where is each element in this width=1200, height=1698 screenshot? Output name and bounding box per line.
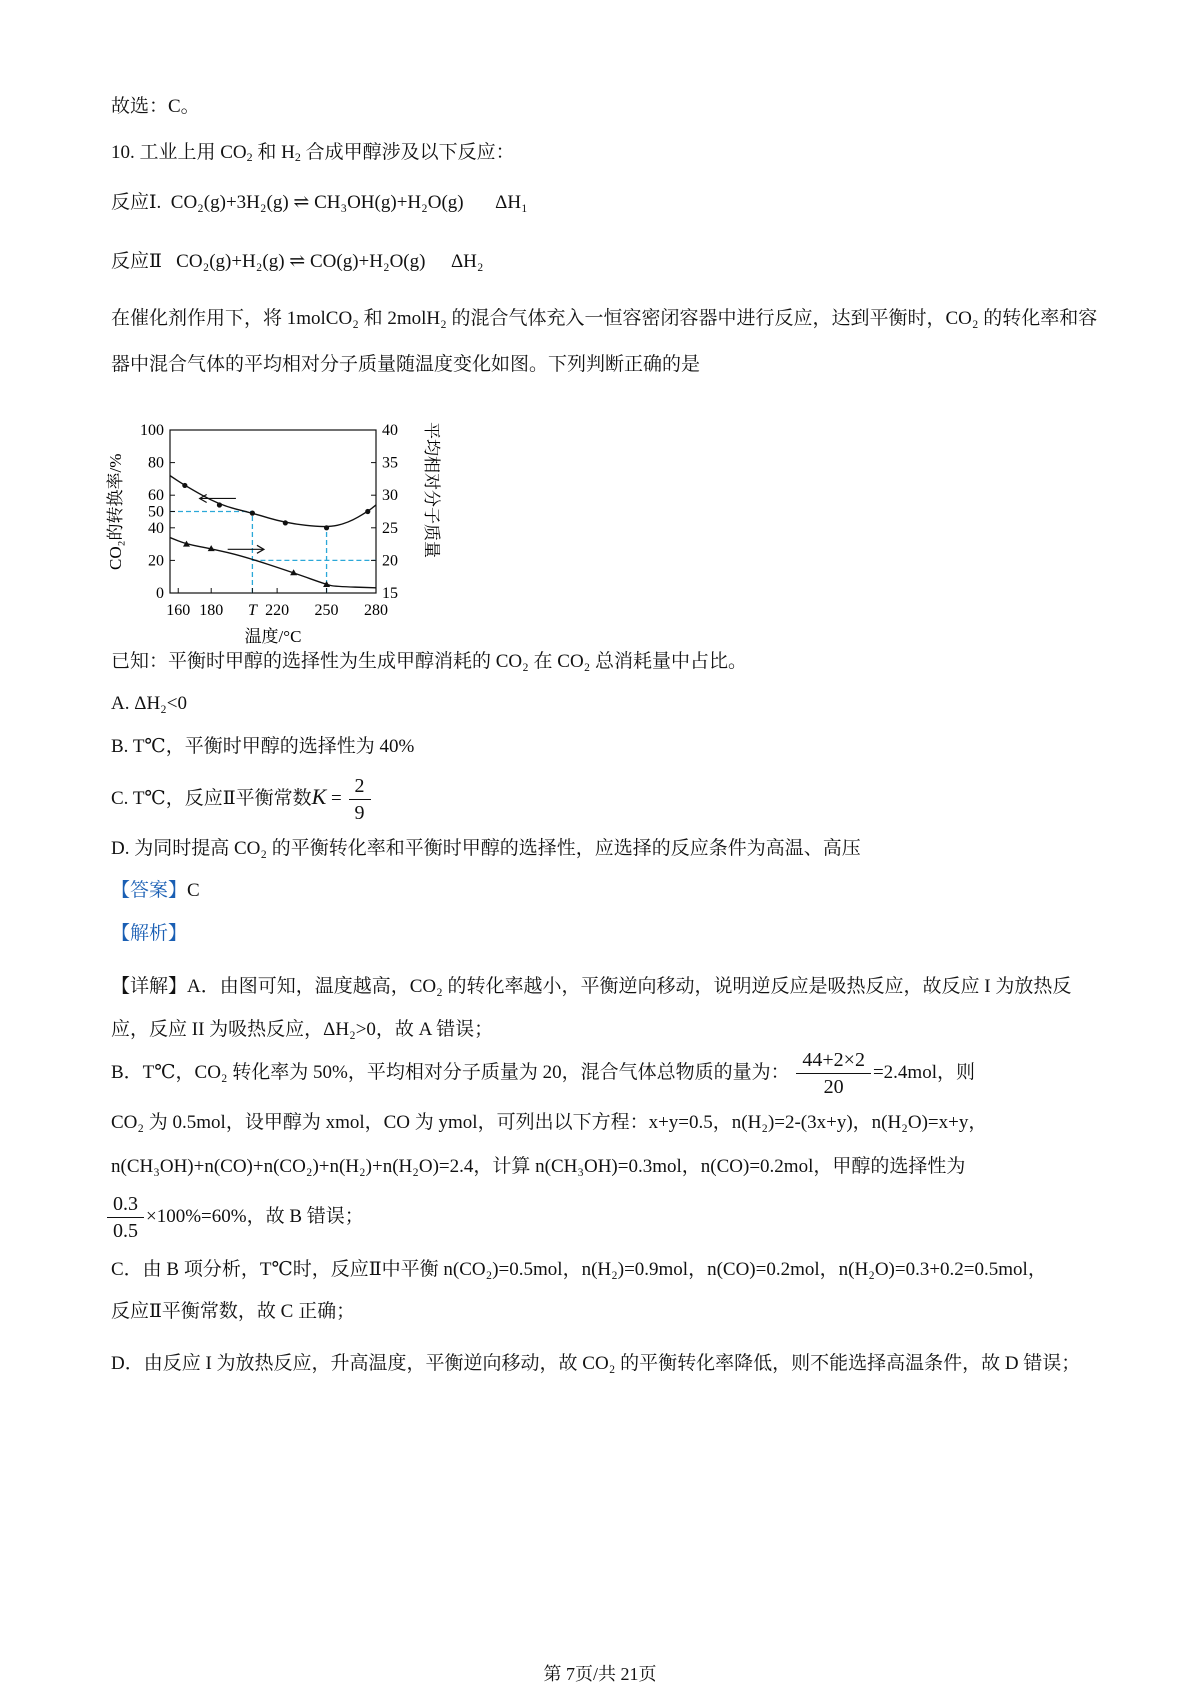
conversion-chart [108, 420, 458, 678]
known-note: 已知：平衡时甲醇的选择性为生成甲醇消耗的 CO₂ 在 CO₂ 总消耗量中占比。 [111, 651, 748, 672]
y-axis-title: CO₂的转换率/% [106, 453, 125, 570]
option-d: D. 为同时提高 CO₂ 的平衡转化率和平衡时甲醇的选择性，应选择的反应条件为高温、高压 [111, 838, 861, 859]
question-stem: 在催化剂作用下，将 1molCO₂ 和 2molH₂ 的混合气体充入一恒容密闭容器中进行反应，达到平衡时，CO₂ 的转化率和容器中混合气体的平均相对分子质量随温度变化如图。下列判断正确的是 [111, 308, 1098, 375]
y-tick-label: 50 [148, 503, 164, 521]
right-axis-ticks [371, 422, 398, 602]
x-tick-label: 180 [199, 602, 224, 619]
x-tick-label: 250 [314, 602, 339, 619]
detail-d: D．由反应 I 为放热反应，升高温度，平衡逆向移动，故 CO₂ 的平衡转化率降低，则不能选择高温条件，故 D 错误； [111, 1353, 1081, 1374]
conversion-point [217, 502, 222, 507]
y2-tick-label: 25 [382, 519, 398, 537]
x-axis-title: 温度/°C [244, 627, 302, 646]
conversion-point [283, 520, 288, 525]
molar-mass-curve [170, 538, 376, 588]
series-group [170, 476, 376, 588]
x-tick-label: T [247, 602, 257, 619]
reaction-1-equation: CO₂(g)+3H₂(g) ⇌ CH₃OH(g)+H₂O(g) [170, 192, 464, 213]
detail-tag: 【详解】 [111, 976, 188, 997]
page-footer: 第 7页/共 21页 [543, 1664, 657, 1684]
conversion-point [365, 509, 370, 514]
reaction-2-equation: CO₂(g)+H₂(g) ⇌ CO(g)+H₂O(g) [176, 251, 426, 272]
answer-value: C [187, 880, 200, 901]
y-tick-label: 80 [148, 454, 164, 472]
reaction-2 [111, 248, 484, 276]
detail-b-line4: $\frac{0.3}{0.5}$ ×100%=60%，故 B 错误； [105, 1191, 364, 1244]
y-tick-label: 100 [140, 422, 164, 439]
detail-c-line2: 反应Ⅱ平衡常数，故 C 正确； [111, 1301, 356, 1322]
selectivity-fraction: $\frac{0.3}{0.5}$ [107, 1191, 144, 1244]
conversion-curve [170, 476, 376, 527]
detail-b-line2: CO₂ 为 0.5mol，设甲醇为 xmol，CO 为 ymol，可列出以下方程：x+y=0.5，n(H₂)=2-(3x+y)，n(H₂O)=x+y， [111, 1112, 988, 1133]
option-c-fraction: $\frac{2}{9}$ [349, 773, 371, 826]
y2-tick-label: 20 [382, 552, 398, 570]
y2-axis-title: 平均相对分子质量 [422, 422, 441, 558]
detail-a: 【详解】A．由图可知，温度越高，CO₂ 的转化率越小，平衡逆向移动，说明逆反应是吸热反应，故反应 I 为放热反应，反应 II 为吸热反应，ΔH₂>0，故 A 错误； [111, 976, 1072, 1040]
y2-tick-label: 40 [382, 422, 398, 439]
x-tick-label: 160 [166, 602, 191, 619]
y2-tick-label: 30 [382, 487, 398, 505]
detail-c-line1: C．由 B 项分析，T℃时，反应Ⅱ中平衡 n(CO₂)=0.5mol，n(H₂)=0.9mol，n(CO)=0.2mol，n(H₂O)=0.3+0.2=0.5mol， [111, 1259, 1047, 1280]
reaction-1 [111, 189, 528, 217]
conversion-point [182, 483, 187, 488]
trend-arrows [200, 494, 264, 553]
x-tick-label: 220 [265, 602, 290, 619]
prev-answer-line: 故选：C。 [111, 96, 200, 117]
y2-tick-label: 15 [382, 585, 398, 602]
x-tick-label: 280 [364, 602, 388, 619]
y2-tick-label: 35 [382, 454, 398, 472]
option-c: C. T℃，反应Ⅱ平衡常数K = $\frac{2}{9}$ [111, 771, 373, 826]
total-moles-fraction: $\frac{44+2\times 2}{20}$ [796, 1047, 871, 1100]
y-tick-label: 20 [148, 552, 164, 570]
conversion-point [324, 525, 329, 530]
k-symbol: K [311, 784, 327, 809]
option-b: B. T℃，平衡时甲醇的选择性为 40% [111, 736, 415, 757]
y-tick-label: 0 [156, 585, 164, 602]
conversion-point [250, 511, 255, 516]
reaction-1-label: 反应Ⅰ. [111, 192, 162, 213]
answer-tag: 【答案】 [111, 880, 188, 901]
question-intro: 10. 工业上用 $CO_2$ 和 $H_2$ 合成甲醇涉及以下反应： [111, 142, 515, 164]
option-a: A. ΔH₂<0 [111, 693, 187, 714]
question-number: 10. [111, 142, 135, 163]
reaction-2-label: 反应Ⅱ [111, 251, 162, 272]
plot-frame [170, 430, 376, 593]
y-tick-label: 60 [148, 487, 164, 505]
reaction-2-enthalpy: ΔH₂ [450, 251, 484, 272]
reaction-1-enthalpy: ΔH₁ [495, 192, 528, 213]
answer-line [111, 877, 200, 905]
analysis-tag: 【解析】 [111, 923, 188, 944]
detail-b-line3: n(CH₃OH)+n(CO)+n(CO₂)+n(H₂)+n(H₂O)=2.4，计算 n(CH₃OH)=0.3mol，n(CO)=0.2mol，甲醇的选择性为 [111, 1156, 966, 1177]
y-tick-label: 40 [148, 519, 164, 537]
detail-b-line1: B．T℃，CO₂ 转化率为 50%，平均相对分子质量为 20，混合气体总物质的量为： $\frac{44+2\times 2}{20}$ =2.4mol，则 [111, 1049, 975, 1099]
